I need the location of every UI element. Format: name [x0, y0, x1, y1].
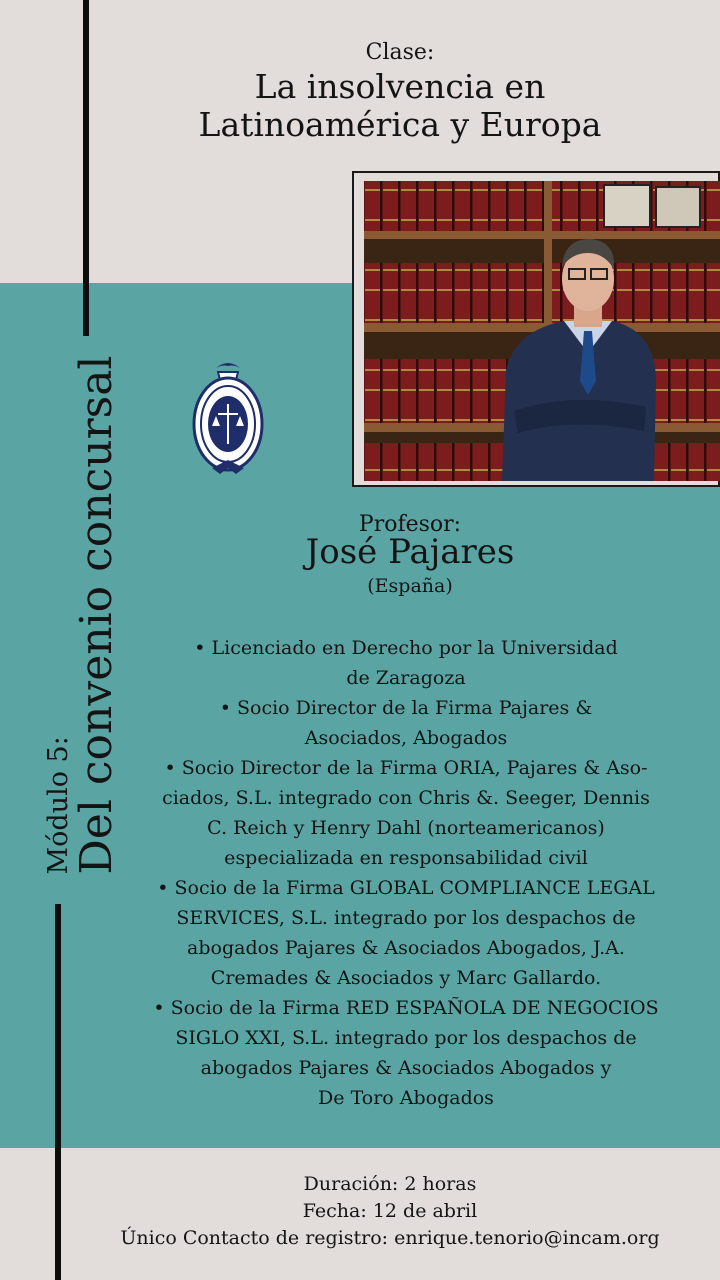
date-text: Fecha: 12 de abril: [302, 1200, 478, 1222]
registration-contact: Único Contacto de registro: enrique.tenorio@incam.org: [120, 1227, 660, 1249]
bio-line: especializada en responsabilidad civil: [224, 847, 588, 869]
bio-line: SERVICES, S.L. integrado por los despachos de: [176, 907, 636, 929]
library-portrait-illustration: [364, 181, 720, 481]
module-title: Del convenio concursal: [71, 355, 122, 875]
bio-line: • Socio de la Firma RED ESPAÑOLA DE NEGOCIOS: [153, 997, 659, 1019]
professor-name: José Pajares: [305, 532, 515, 572]
bio-line: Cremades & Asociados y Marc Gallardo.: [210, 967, 602, 989]
bio-line: de Zaragoza: [346, 667, 466, 689]
bio-line: • Socio de la Firma GLOBAL COMPLIANCE LEGAL: [157, 877, 655, 899]
class-title: [80, 68, 720, 144]
bio-line: Asociados, Abogados: [304, 727, 508, 749]
module-label: Módulo 5:: [43, 736, 74, 875]
class-title-line-1: La insolvencia en: [254, 67, 546, 106]
professor-label: Profesor:: [358, 512, 462, 537]
bio-line: De Toro Abogados: [318, 1087, 494, 1109]
duration-text: Duración: 2 horas: [303, 1173, 477, 1195]
bio-line: SIGLO XXI, S.L. integrado por los despachos de: [175, 1027, 637, 1049]
institution-seal-icon: [190, 356, 266, 480]
bio-line: • Socio Director de la Firma ORIA, Pajares & Aso-: [164, 757, 648, 779]
professor-photo-frame: [352, 171, 720, 487]
professor-country: (España): [367, 575, 453, 597]
class-label: Clase:: [365, 40, 435, 65]
bio-line: abogados Pajares & Asociados Abogados, J.A.: [187, 937, 625, 959]
class-title-line-2: Latinoamérica y Europa: [198, 105, 602, 144]
bio-line: abogados Pajares & Asociados Abogados y: [200, 1057, 612, 1079]
bio-line: • Socio Director de la Firma Pajares &: [219, 697, 593, 719]
professor-bio: [100, 633, 712, 1113]
bio-line: • Licenciado en Derecho por la Universidad: [194, 637, 618, 659]
decorative-bar-bottom: [55, 904, 61, 1280]
bio-line: ciados, S.L. integrado con Chris &. Seeger, Dennis: [162, 787, 650, 809]
professor-photo: [364, 181, 720, 481]
bio-line: C. Reich y Henry Dahl (norteamericanos): [207, 817, 605, 839]
